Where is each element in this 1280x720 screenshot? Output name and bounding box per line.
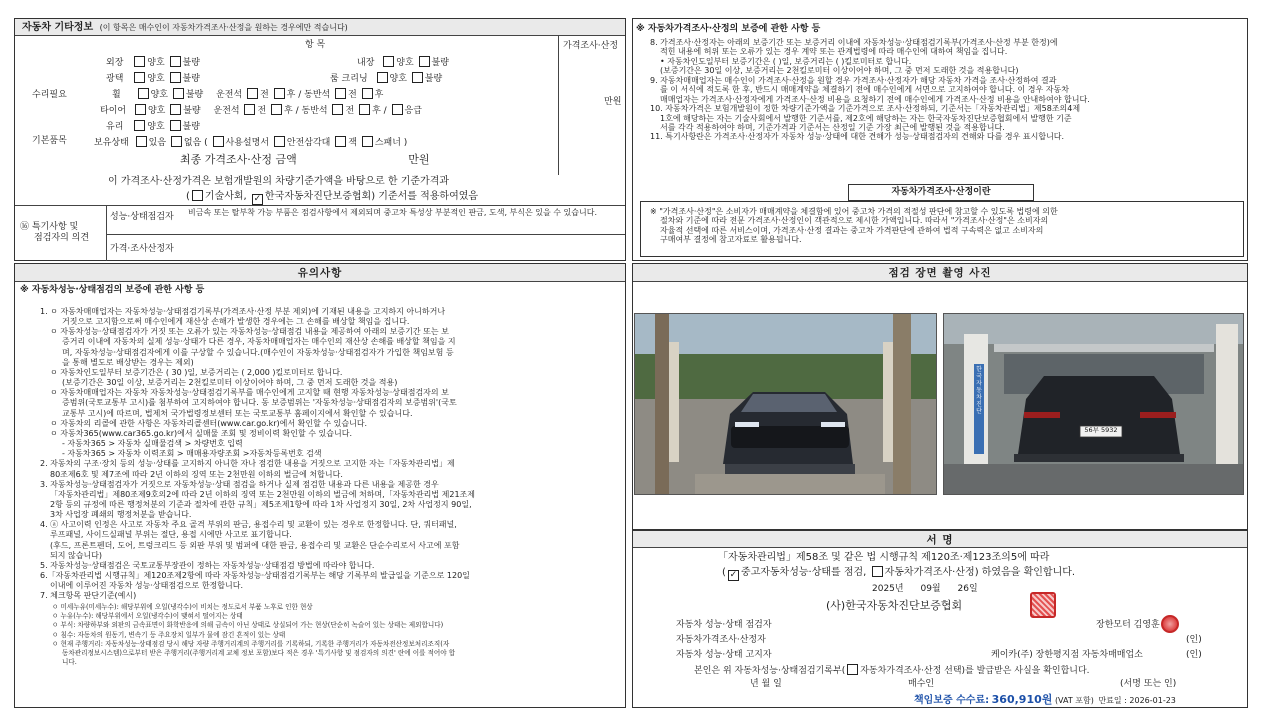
wheel-passenger-front-checkbox[interactable]: [335, 88, 346, 99]
divider: [15, 35, 625, 36]
gloss-good-checkbox[interactable]: [134, 72, 145, 83]
receipt-line: 본인은 위 자동차성능·상태점검기록부( 자동차가격조사·산정 선택)를 발급받은 사실을 확인합니다.: [694, 666, 1090, 676]
license-plate: 56부 5932: [1084, 427, 1118, 434]
wheel-driver-front-checkbox[interactable]: [247, 88, 258, 99]
row-glass: 유리 양호 불량: [106, 122, 200, 132]
confirm-appraisal-checkbox[interactable]: [872, 566, 883, 577]
divider: [106, 205, 107, 261]
tire-driver-front-checkbox[interactable]: [244, 104, 255, 115]
fee-amount: 360,910원: [991, 693, 1053, 706]
divider: [558, 35, 559, 175]
price-unit: 만원: [604, 97, 622, 107]
vehicle-info-header: [22, 22, 348, 34]
final-price-unit: 만원: [408, 153, 430, 166]
price-guarantee-list: 8. 가격조사·산정자는 아래의 보증기간 또는 보증거리 이내에 자동차성능·상태점검기록부(가격조사·산정 부분 한정)에 적힌 내용에 허위 또는 오류가 있는 경우 계약 또는 관계법령에 따라 매수인에 대하여 책임을 집니다. • 자동차인도일부터 보증기간은 ( )일, 보증거리는 ( )킬로미터로 합니다. (보증기간은 30일 이상, 보증거리는 2천킬로미터 이상이어야 하며, 그 중 먼저 도래한 것을 적용합니다) 9. 자동차매매업자는 매수인이 가격조사·산정을 원할 경우 가격조사·산정자가 해당 자동차 가격을 조사·산정하여 결과 를 이 서식에 적도록 한 후, 반드시 매매계약을 체결하기 전에 매수인에게 서면으로 고지하여야 합니다. 이 경우 자동차 매매업자는 가격조사·산정자에게 가격조사·산정 비용을 요청하기 전에 매수인에게 가격조사·산정 비용을 안내하여야 합니다. 10. 자동차가격은 보험개발원이 정한 차량기준가액을 기준가격으로 조사·산정하되, 기준서는「자동차관리법」제58조의4제 1호에 해당하는 자는 기술사회에서 발행한 기준서를, 제2호에 해당하는 자는 한국자동차진단보증협회에서 발행한 기준 서를 각각 적용하여야 하며, 기준가격과 기준서는 산정일 기준 가장 최근에 발행된 것을 적용합니다. 11. 특기사항란은 가격조사·산정자가 자동차 성능·상태에 대한 견해가 성능·상태점검자의 견해와 다를 경우 표시합니다.: [650, 38, 1090, 142]
final-price-row: [180, 154, 430, 167]
notes-list: 1. ㅇ 자동차매매업자는 자동차성능·상태점검기록부(가격조사·산정 부분 제외)에 기재된 내용을 고지하지 아니하거나 거짓으로 고지함으로써 매수인에게 재산상 손해가 발생한 경우에는 그 손해를 배상할 책임을 집니다. ㅇ 자동차성능·상태점검자가 거짓 또는 오류가 있는 자동차성능·상태점검 내용을 제공하여 아래의 보증기간 또는 보 증거리 이내에 자동차의 실제 성능·상태가 다른 경우, 자동차매매업자는 매수인의 재산상 손해를 배상할 책임을 지 며, 자동차성능·상태점검자에게 이를 구상할 수 있습니다.(매수인이 자동차성능·상태점검자가 가입한 책임보험 등 을 통해 별도로 배상받는 경우는 제외) ㅇ 자동차인도일부터 보증기간은 ( 30 )일, 보증거리는 ( 2,000 )킬로미터로 합니다. (보증기간은 30일 이상, 보증거리는 2천킬로미터 이상이어야 하며, 그 중 먼저 도래한 것을 적용) ㅇ 자동차매매업자는 자동차 자동차성능·상태점검기록부를 매수인에게 고지할 때 현행 자동차성능·상태점검자의 보 증범위(국토교통부 고시)를 첨부하여 고지하여야 합니다. 동 보증범위는 '자동차성능·상태점검자의 보증범위'(국토 교통부 고시)에 따르며, 법제처 국가법령정보센터 또는 국토교통부 홈페이지에서 확인할 수 있습니다. ㅇ 자동차의 리콜에 관한 사항은 자동차리콜센터(www.car.go.kr)에서 확인할 수 있습니다. ㅇ 자동차365(www.car365.go.kr)에서 실매물 조회 및 정비이력 확인할 수 있습니다. - 자동차365 > 자동차 실매물검색 > 차량번호 입력 - 자동차365 > 자동차 이력조회 > 매매용자량조회 >자동차등록번호 검색 2. 자동차의 구조·장치 등의 성능·상태를 고지하지 아니한 자나 점검한 내용을 거짓으로 고지한 자는「자동차관리법」제 80조제6호 및 제7조에 따라 2년 이하의 징역 또는 2천만원 이하의 벌금에 처합니다. 3. 자동차성능·상태점검자가 거짓으로 자동차성능·상태 점검을 하거나 실제 점검한 내용과 다른 내용을 제공한 경우 「자동차관리법」제80조제9호의2에 따라 2년 이하의 징역 또는 2천만원 이하의 벌금에 처하며,「자동차관리법 제21조제 2항 등의 규정에 따른 행정처분의 기준과 절차에 관한 규칙」제5조제1항에 따라 1차 사업정지 30일, 2차 사업정지 90일, 3차 사업장 폐쇄의 행정처분을 받습니다. 4. ⓐ 사고이력 인정은 사고로 자동차 주요 골격 부위의 판금, 용접수리 및 교환이 있는 경우로 한정합니다. 단, 쿼터패널, 루프패널, 사이드실패널 부위는 절단, 용접 시에만 사고로 표기합니다. (후드, 프론트펜더, 도어, 트렁크리드 등 외판 부위 및 범퍼에 대한 판금, 용접수리 및 교환은 단순수리로서 사고에 포함 되지 않습니다) 5. 자동차성능·상태점검은 국토교통부장관이 정하는 자동차성능·상태점검 방법에 따라야 합니다. 6.「자동차관리법 시행규칙」제120조제2항에 따라 자동차성능·상태점검기록부는 해당 기록부의 발급일을 기준으로 120일 이내에 이루어진 자동차 성능·상태점검으로 한정합니다. 7. 체크항목 판단기준(예시): [40, 307, 475, 601]
divider: [106, 234, 625, 235]
inspector-label: 성능·상태점검자: [110, 212, 174, 222]
tire-emergency-checkbox[interactable]: [392, 104, 403, 115]
special-remarks: 비금속 또는 탈부착 가능 부품은 점검사항에서 제외되며 중고차 특성상 부분적인 판금, 도색, 부식은 있을 수 있습니다.: [188, 208, 597, 217]
notes-title: 유의사항: [297, 267, 343, 279]
tire-passenger-front-checkbox[interactable]: [332, 104, 343, 115]
basis-kadia-checkbox[interactable]: ✓: [253, 194, 262, 204]
signature-title: 서 명: [926, 534, 954, 546]
exterior-bad-checkbox[interactable]: [170, 56, 181, 67]
sign-row-appraiser: 자동차가격조사·산정자 (인): [676, 635, 1202, 645]
basic-items-label: 기본품목: [32, 136, 67, 146]
divider: [15, 281, 625, 282]
receipt-appraisal-checkbox[interactable]: [847, 664, 858, 675]
kadia-banner-text: 한 국 자 동 차 진 단: [976, 366, 982, 415]
sign-row-notifier: 자동차 성능·상태 고지자 케이카(주) 장한평지점 자동차매매업소 (인): [676, 650, 1202, 660]
inspection-photo-front: [634, 313, 937, 495]
divider: [633, 547, 1247, 548]
holding-yes-checkbox[interactable]: [136, 136, 147, 147]
issue-date: 2025년 09월 26일: [872, 584, 978, 594]
vehicle-info-title: 자동차 기타정보: [22, 22, 94, 33]
inspector-name: 장한모터 김영훈: [1096, 620, 1160, 630]
cleaning-good-checkbox[interactable]: [377, 72, 388, 83]
special-label: ⑯ 특기사항 및 점검자의 의견: [20, 222, 90, 243]
price-guarantee-heading: ※ 자동차가격조사·산정의 보증에 관한 사항 등: [636, 24, 821, 34]
tire-good-checkbox[interactable]: [135, 104, 146, 115]
row-exterior: 외장 양호 불량: [106, 58, 200, 68]
wheel-good-checkbox[interactable]: [138, 88, 149, 99]
association-seal-icon: [1030, 592, 1056, 618]
sign-row-inspector: 자동차 성능·상태 점검자 장한모터 김영훈: [676, 620, 1160, 630]
inspector-seal-icon: [1161, 615, 1179, 633]
tire-driver-rear-checkbox[interactable]: [271, 104, 282, 115]
definition-text: ※ "가격조사·산정"은 소비자가 매매계약을 체결함에 있어 중고차 가격의 적절성 판단에 참고할 수 있도록 법령에 의한 절차와 기준에 따라 전문 가격조사·산정인이 객관적으로 제시한 가액입니다. 따라서 "가격조사·산정"은 소비자의 자율적 선택에 따른 서비스이며, 가격조사·산정 결과는 중고차 가격판단에 관하여 법적 구속력은 없고 소비자의 구매여부 결정에 참고자료로 활용됩니다.: [650, 207, 1058, 245]
basis-tech-checkbox[interactable]: [192, 190, 203, 201]
holding-no-checkbox[interactable]: [171, 136, 182, 147]
car-front-illustration: [635, 314, 937, 495]
wheel-passenger-rear-checkbox[interactable]: [362, 88, 373, 99]
spanner-checkbox[interactable]: [362, 136, 373, 147]
fee-row: 책임보증 수수료: 360,910원 (VAT 포함) 만료일 : 2026-01-23: [914, 693, 1176, 706]
association-name: (사)한국자동차진단보증협회: [826, 599, 963, 612]
notes-heading: ※ 자동차성능·상태점검의 보증에 관한 사항 등: [20, 285, 205, 295]
gloss-bad-checkbox[interactable]: [170, 72, 181, 83]
confirm-line: ( ✓ 중고자동차성능·상태를 점검, 자동차가격조사·산정) 하였음을 확인합니다.: [722, 567, 1076, 580]
notifier-name: 케이카(주) 장한평지점 자동차매매업소: [991, 650, 1143, 660]
row-basic-items: 보유상태 있음 없음 ( 사용설명서 안전삼각대 잭 스패너 ): [94, 138, 408, 148]
exterior-good-checkbox[interactable]: [134, 56, 145, 67]
row-gloss: 광택 양호 불량: [106, 74, 200, 84]
row-tire: 타이어 양호 불량 운전석 전 후 / 동반석 전 후 / 응급: [100, 106, 422, 116]
final-price-label: 최종 가격조사·산정 금액: [180, 153, 297, 166]
col-item-heading: 항 목: [305, 40, 326, 50]
cleaning-bad-checkbox[interactable]: [412, 72, 423, 83]
triangle-checkbox[interactable]: [274, 136, 285, 147]
photos-title: 점검 장면 촬영 사진: [888, 267, 992, 279]
inspection-photo-rear: [943, 313, 1244, 495]
buyer-row: 년 월 일 매수인 (서명 또는 인): [750, 679, 1177, 689]
divider: [633, 281, 1247, 282]
appraiser-label: 가격·조사산정자: [110, 244, 174, 254]
car-rear-illustration: [944, 314, 1244, 495]
tire-passenger-rear-checkbox[interactable]: [359, 104, 370, 115]
wheel-bad-checkbox[interactable]: [173, 88, 184, 99]
basis-line-2: ( 기술사회, ✓ 한국자동차진단보증협회) 기준서를 적용하여였음: [186, 191, 479, 204]
expiry-date: 만료일 : 2026-01-23: [1098, 696, 1176, 705]
law-basis-line: 「자동차관리법」제58조 및 같은 법 시행규칙 제120조·제123조의5에 따라: [718, 552, 1050, 563]
manual-checkbox[interactable]: [213, 136, 224, 147]
glass-bad-checkbox[interactable]: [170, 120, 181, 131]
interior-good-checkbox[interactable]: [383, 56, 394, 67]
confirm-inspection-checkbox[interactable]: ✓: [729, 570, 738, 580]
notes-criteria-list: ㅇ 미세누유(미세누수): 해당부위에 오일(냉각수)이 비치는 정도로서 부품 노후로 인한 현상 ㅇ 누유(누수): 해당부위에서 오일(냉각수)이 맺혀서 떨어지는 상태 ㅇ 부식: 차량하부와 외판의 금속표면이 화학반응에 의해 금속이 아닌 상태로 상실되어 가는 현상(단순히 녹슬어 있는 상태는 제외합니다) ㅇ 침수: 자동차의 원동기, 변속기 등 주요장치 일부가 물에 잠긴 흔적이 있는 상태 ㅇ 현재 주행거리: 자동차성능·상태점검 당시 해당 자량 주행거리계의 주행거리를 기록하되, 기록한 주행거리가 자동차전산정보처리조직(자 동차관리정보시스템)으로부터 받은 주행거리(주행거리계 교체 정보 포함)보다 적은 경우 '특기사항 및 점검자의 의견' 란에 이를 적어야 합 니다.: [52, 603, 456, 667]
vehicle-info-note: (이 항목은 매수인이 자동차가격조사·산정을 원하는 경우에만 적습니다): [99, 23, 348, 32]
tire-bad-checkbox[interactable]: [170, 104, 181, 115]
row-room-cleaning: 룸 크리닝 양호 불량: [330, 74, 443, 84]
wheel-driver-rear-checkbox[interactable]: [274, 88, 285, 99]
col-price-heading: 가격조사·산정: [563, 41, 619, 51]
jack-checkbox[interactable]: [335, 136, 346, 147]
repair-needed-label: 수리필요: [32, 90, 67, 100]
definition-title: 자동차가격조사·산정이란: [891, 187, 991, 197]
basis-line-1: 이 가격조사·산정가격은 보험개발원의 차량기준가액을 바탕으로 한 기준가격과: [108, 176, 450, 187]
row-wheel: 휠 양호 불량 운전석 전 후 / 동반석 전 후: [112, 90, 384, 100]
interior-bad-checkbox[interactable]: [419, 56, 430, 67]
glass-good-checkbox[interactable]: [134, 120, 145, 131]
row-interior: 내장 양호 불량: [357, 58, 449, 68]
